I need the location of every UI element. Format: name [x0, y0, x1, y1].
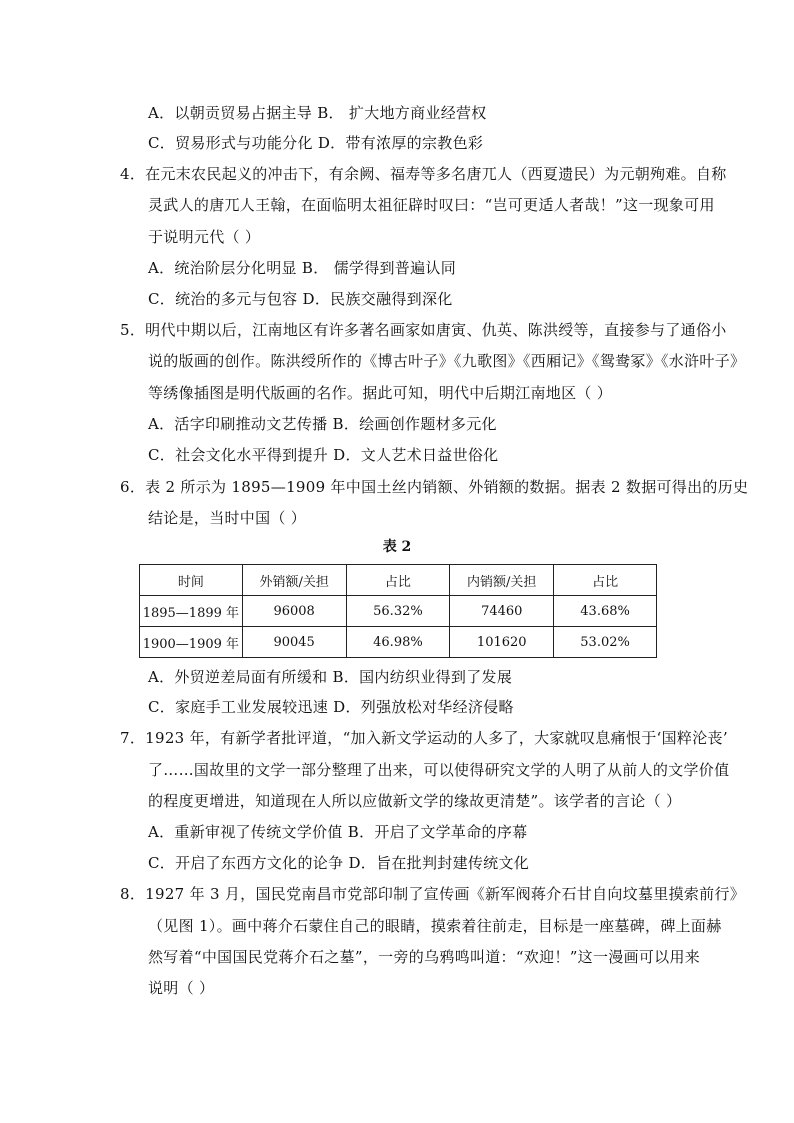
- line-q8-stem-2: （见图 1）。画中蒋介石蒙住自己的眼睛，摸索着往前走，目标是一座墓碑，碑上面赫: [148, 917, 722, 935]
- line-q3-options-cd: C．贸易形式与功能分化 D．带有浓厚的宗教色彩: [148, 134, 484, 152]
- line-q3-options-ab: A．以朝贡贸易占据主导 B． 扩大地方商业经营权: [148, 104, 487, 122]
- table-caption: 表 2: [382, 539, 412, 555]
- table-cell: 101620: [450, 627, 554, 658]
- line-q7-options-ab: A．重新审视了传统文学价值 B．开启了文学革命的序幕: [148, 823, 528, 841]
- line-q8-stem-3: 然写着“中国国民党蒋介石之墓”，一旁的乌鸦鸣叫道：“欢迎！”这一漫画可以用来: [148, 948, 701, 966]
- table-cell: 56.32%: [346, 596, 450, 627]
- table-cell: 53.02%: [554, 627, 657, 658]
- table-header-cell: 时间: [140, 565, 243, 596]
- line-q5-stem-2: 说的版画的创作。陈洪绶所作的《博古叶子》《九歌图》《西厢记》《鸳鸯冢》《水浒叶子》: [148, 352, 746, 370]
- line-q4-options-ab: A．统治阶层分化明显 B． 儒学得到普遍认同: [148, 259, 456, 277]
- table-header-cell: 外销额/关担: [242, 565, 346, 596]
- table-row: [140, 596, 657, 627]
- table-cell: 43.68%: [554, 596, 657, 627]
- line-q5-stem-1: 5．明代中期以后，江南地区有许多著名画家如唐寅、仇英、陈洪绶等，直接参与了通俗小: [120, 321, 727, 339]
- data-table: [139, 564, 657, 658]
- line-q6-stem-1: 6．表 2 所示为 1895—1909 年中国土丝内销额、外销额的数据。据表 2 数据可得出的历史: [120, 478, 749, 496]
- line-q4-stem-1: 4．在元末农民起义的冲击下，有余阙、福寿等多名唐兀人（西夏遗民）为元朝殉难。自称: [120, 165, 727, 183]
- line-q5-stem-3: 等绣像插图是明代版画的名作。据此可知，明代中后期江南地区（ ）: [148, 384, 613, 402]
- line-q5-options-cd: C．社会文化水平得到提升 D．文人艺术日益世俗化: [148, 446, 499, 464]
- table-header-cell: 占比: [554, 565, 657, 596]
- line-q8-stem-1: 8．1927 年 3 月，国民党南昌市党部印制了宣传画《新军阀蒋介石甘自向坟墓里摸索前行》: [120, 885, 746, 903]
- line-q7-stem-2: 了……国故里的文学一部分整理了出来，可以使得研究文学的人明了从前人的文学价值: [148, 761, 730, 779]
- line-q7-stem-1: 7．1923 年，有新学者批评道，“加入新文学运动的人多了，大家就叹息痛恨于‘国粹沦丧’: [120, 729, 728, 747]
- table-header-cell: 占比: [346, 565, 450, 596]
- line-q5-options-ab: A．活字印刷推动文艺传播 B．绘画创作题材多元化: [148, 415, 497, 433]
- table-cell: 1895—1899 年: [140, 596, 243, 627]
- table-row: [140, 627, 657, 658]
- table-cell: 1900—1909 年: [140, 627, 243, 658]
- line-q8-stem-4: 说明（ ）: [148, 979, 215, 997]
- table-cell: 74460: [450, 596, 554, 627]
- table-header-cell: 内销额/关担: [450, 565, 554, 596]
- line-q6-options-cd: C．家庭手工业发展较迅速 D．列强放松对华经济侵略: [148, 698, 514, 716]
- line-q4-stem-2: 灵武人的唐兀人王翰，在面临明太祖征辟时叹曰：“岂可更适人者哉！”这一现象可用: [148, 196, 715, 214]
- table-cell: 46.98%: [346, 627, 450, 658]
- line-q6-stem-2: 结论是，当时中国（ ）: [148, 509, 307, 527]
- line-q7-stem-3: 的程度更增进，知道现在人所以应做新文学的缘故更清楚”。该学者的言论（ ）: [148, 792, 682, 810]
- line-q7-options-cd: C．开启了东西方文化的论争 D．旨在批判封建传统文化: [148, 854, 530, 872]
- table-cell: 90045: [242, 627, 346, 658]
- line-q6-options-ab: A．外贸逆差局面有所缓和 B．国内纺织业得到了发展: [148, 668, 513, 686]
- table-header-row: [140, 565, 657, 596]
- line-q4-options-cd: C．统治的多元与包容 D．民族交融得到深化: [148, 290, 453, 308]
- table-cell: 96008: [242, 596, 346, 627]
- line-q4-stem-3: 于说明元代（ ）: [148, 228, 261, 246]
